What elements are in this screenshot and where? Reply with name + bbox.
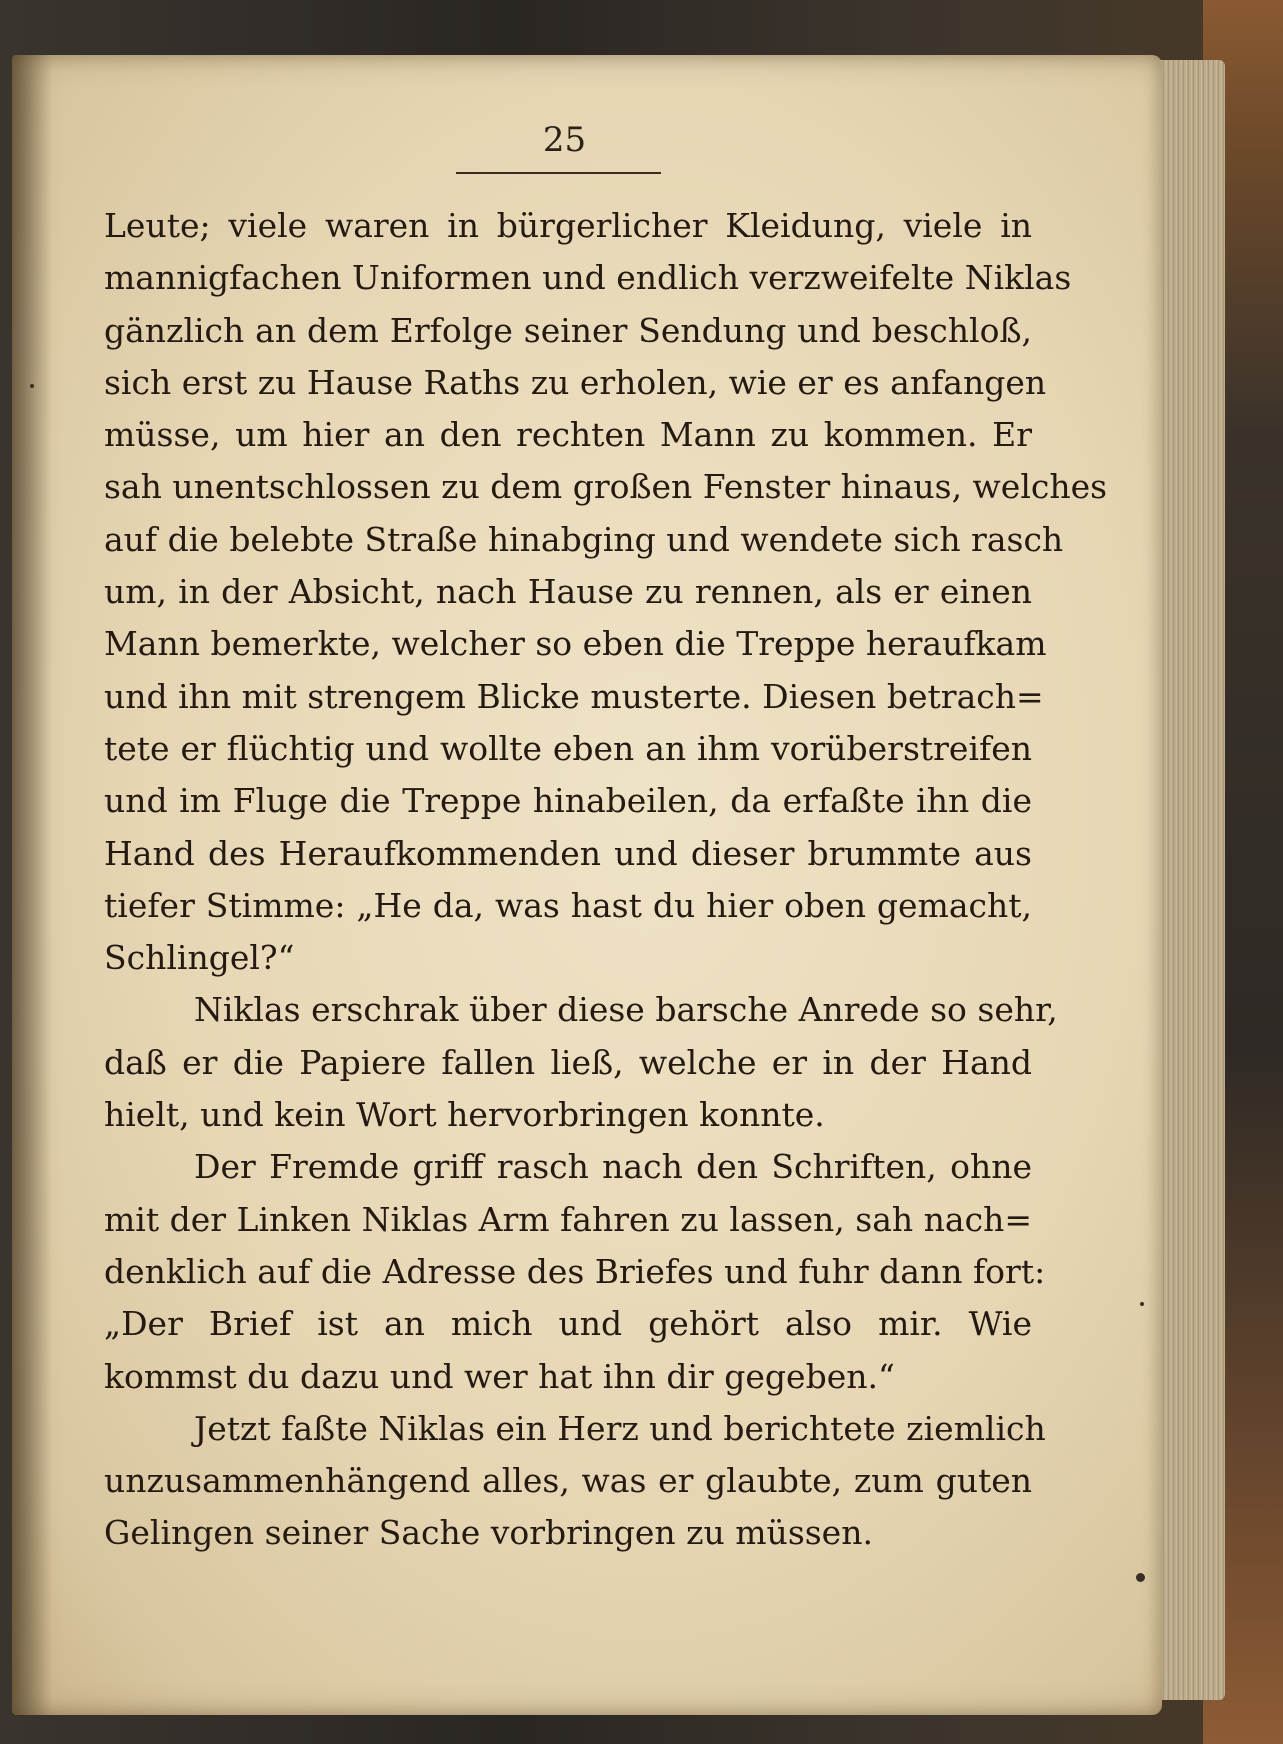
ink-fleck <box>1140 1302 1144 1306</box>
text-line: tete er flüchtig und wollte eben an ihm vorüberstreifen <box>104 728 1032 768</box>
text-line: gänzlich an dem Erfolge seiner Sendung und beschloß, <box>104 310 1032 350</box>
text-line: Jetzt faßte Niklas ein Herz und berichtete ziemlich <box>194 1408 1046 1448</box>
text-line: daß er die Papiere fallen ließ, welche er in der Hand <box>104 1042 1032 1082</box>
page-gutter-shadow <box>12 55 52 1715</box>
text-line: Mann bemerkte, welcher so eben die Treppe heraufkam <box>104 624 1047 664</box>
text-line: mit der Linken Niklas Arm fahren zu lassen, sah nach= <box>104 1199 1032 1239</box>
text-line: mannigfachen Uniformen und endlich verzweifelte Niklas <box>104 258 1072 298</box>
text-line: und im Fluge die Treppe hinabeilen, da erfaßte ihn die <box>104 781 1032 821</box>
ink-fleck <box>1136 1573 1145 1582</box>
text-line: unzusammenhängend alles, was er glaubte, zum guten <box>104 1461 1032 1501</box>
text-line: kommst du dazu und wer hat ihn dir gegeben.“ <box>104 1356 895 1396</box>
page-number: 25 <box>542 120 587 160</box>
text-line: Schlingel?“ <box>104 938 295 978</box>
text-line: Hand des Heraufkommenden und dieser brummte aus <box>104 833 1032 873</box>
ink-fleck <box>30 384 34 388</box>
body-text <box>104 200 1108 1560</box>
text-line: sah unentschlossen zu dem großen Fenster hinaus, welches <box>104 467 1108 507</box>
text-line: müsse, um hier an den rechten Mann zu kommen. Er <box>104 415 1032 455</box>
text-line: Niklas erschrak über diese barsche Anrede so sehr, <box>194 990 1058 1030</box>
text-line: hielt, und kein Wort hervorbringen konnte. <box>104 1095 825 1135</box>
text-line: „Der Brief ist an mich und gehört also mir. Wie <box>104 1304 1032 1344</box>
text-line: Der Fremde griff rasch nach den Schriften, ohne <box>194 1147 1032 1187</box>
text-line: um, in der Absicht, nach Hause zu rennen, als er einen <box>104 572 1032 612</box>
text-line: Leute; viele waren in bürgerlicher Kleidung, viele in <box>104 206 1032 245</box>
text-line: tiefer Stimme: „He da, was hast du hier oben gemacht, <box>104 885 1032 925</box>
text-line: Gelingen seiner Sache vorbringen zu müssen. <box>104 1513 873 1553</box>
text-line: und ihn mit strengem Blicke musterte. Diesen betrach= <box>104 676 1044 716</box>
text-line: auf die belebte Straße hinabging und wendete sich rasch <box>104 519 1064 559</box>
text-line: sich erst zu Hause Raths zu erholen, wie er es anfangen <box>104 362 1047 402</box>
header-rule <box>456 172 661 174</box>
text-line: denklich auf die Adresse des Briefes und fuhr dann fort: <box>104 1251 1046 1291</box>
